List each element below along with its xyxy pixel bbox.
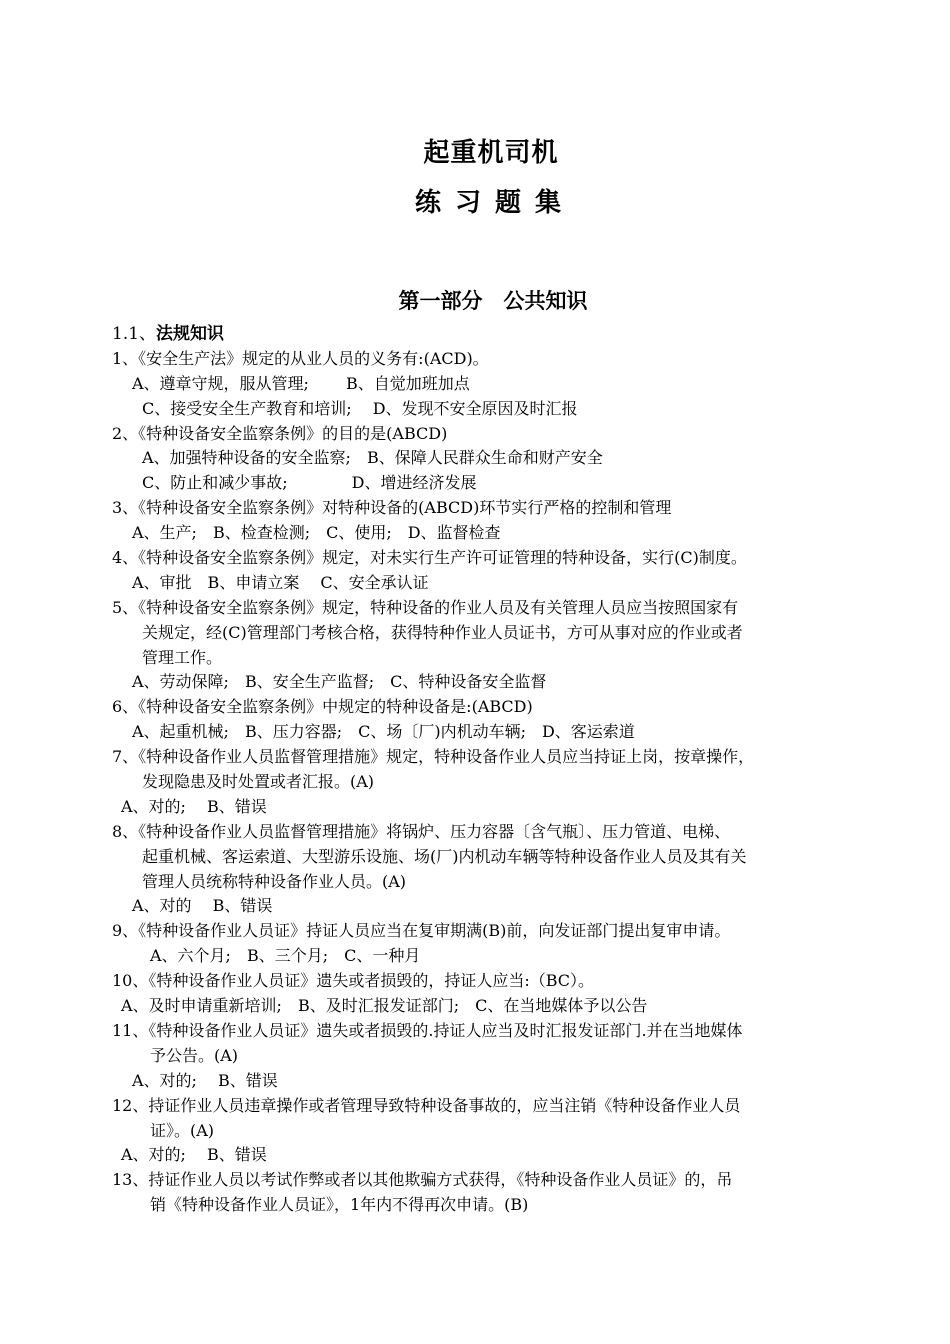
text-line: 6、《特种设备安全监察条例》中规定的特种设备是:(ABCD): [112, 697, 533, 717]
text-line: 销《特种设备作业人员证》，1年内不得再次申请。(B): [150, 1195, 529, 1215]
text-line: 予公告。(A): [150, 1045, 239, 1065]
text-line: 管理人员统称特种设备作业人员。(A): [142, 871, 407, 891]
text-line: A、生产; B、检查检测; C、使用; D、监督检查: [132, 523, 501, 543]
text-line: C、防止和减少事故; D、增进经济发展: [142, 473, 477, 493]
text-line: A、及时申请重新培训; B、及时汇报发证部门; C、在当地媒体予以公告: [121, 996, 648, 1016]
text-line: 5、《特种设备安全监察条例》规定，特种设备的作业人员及有关管理人员应当按照国家有: [112, 597, 739, 617]
text-line: 1、《安全生产法》规定的从业人员的义务有:(ACD)。: [112, 348, 489, 368]
question-list: [112, 322, 882, 1218]
text-line: 管理工作。: [142, 647, 223, 667]
text-line: A、对的; B、错误: [121, 796, 267, 816]
text-line: A、起重机械; B、压力容器; C、场〔厂)内机动车辆; D、客运索道: [132, 722, 635, 742]
section-heading: [112, 322, 882, 347]
text-line: 8、《特种设备作业人员监督管理措施》将锅炉、压力容器〔含气瓶〕、压力管道、电梯、: [112, 821, 731, 841]
text-line: 12、持证作业人员违章操作或者管理导致特种设备事故的，应当注销《特种设备作业人员: [112, 1095, 741, 1115]
section-number: 1.1、: [112, 324, 157, 344]
text-line: A、遵章守规，服从管理; B、自觉加班加点: [132, 373, 470, 393]
text-line: 发现隐患及时处置或者汇报。(A): [142, 772, 375, 792]
text-line: 10、《特种设备作业人员证》遗失或者损毁的，持证人应当:（BC）。: [112, 971, 595, 991]
text-line: A、审批 B、申请立案 C、安全承认证: [132, 572, 429, 592]
text-line: A、加强特种设备的安全监察; B、保障人民群众生命和财产安全: [142, 448, 603, 468]
text-line: 11、《特种设备作业人员证》遗失或者损毁的.持证人应当及时汇报发证部门.并在当地媒体: [112, 1020, 743, 1040]
document-title: 起重机司机: [423, 138, 559, 168]
text-line: 起重机械、客运索道、大型游乐设施、场(厂)内机动车辆等特种设备作业人员及其有关: [142, 846, 747, 866]
text-line: A、劳动保障; B、安全生产监督; C、特种设备安全监督: [132, 672, 547, 692]
text-line: A、六个月; B、三个月; C、一种月: [150, 946, 421, 966]
text-line: 关规定，经(C)管理部门考核合格，获得特种作业人员证书，方可从事对应的作业或者: [142, 622, 743, 642]
text-line: A、对的 B、错误: [132, 896, 273, 916]
section-name: 法规知识: [156, 324, 225, 344]
text-line: A、对的; B、错误: [132, 1070, 278, 1090]
text-line: 13、持证作业人员以考试作弊或者以其他欺骗方式获得，《特种设备作业人员证》的，吊: [112, 1170, 733, 1190]
question-lines: [112, 347, 882, 1218]
text-line: 3、《特种设备安全监察条例》对特种设备的(ABCD)环节实行严格的控制和管理: [112, 498, 672, 518]
text-line: 证》。(A): [150, 1120, 215, 1140]
text-line: 7、《特种设备作业人员监督管理措施》规定，特种设备作业人员应当持证上岗，按章操作，: [112, 747, 755, 767]
text-line: A、对的; B、错误: [121, 1145, 267, 1165]
text-line: 4、《特种设备安全监察条例》规定，对未实行生产许可证管理的特种设备，实行(C)制度。: [112, 548, 747, 568]
text-line: 2、《特种设备安全监察条例》的目的是(ABCD): [112, 423, 448, 443]
document-subtitle: 练习题集: [414, 188, 575, 218]
text-line: 9、《特种设备作业人员证》持证人员应当在复审期满(B)前，向发证部门提出复审申请。: [112, 921, 731, 941]
text-line: C、接受安全生产教育和培训; D、发现不安全原因及时汇报: [142, 398, 578, 418]
part-title: 第一部分 公共知识: [398, 289, 588, 313]
